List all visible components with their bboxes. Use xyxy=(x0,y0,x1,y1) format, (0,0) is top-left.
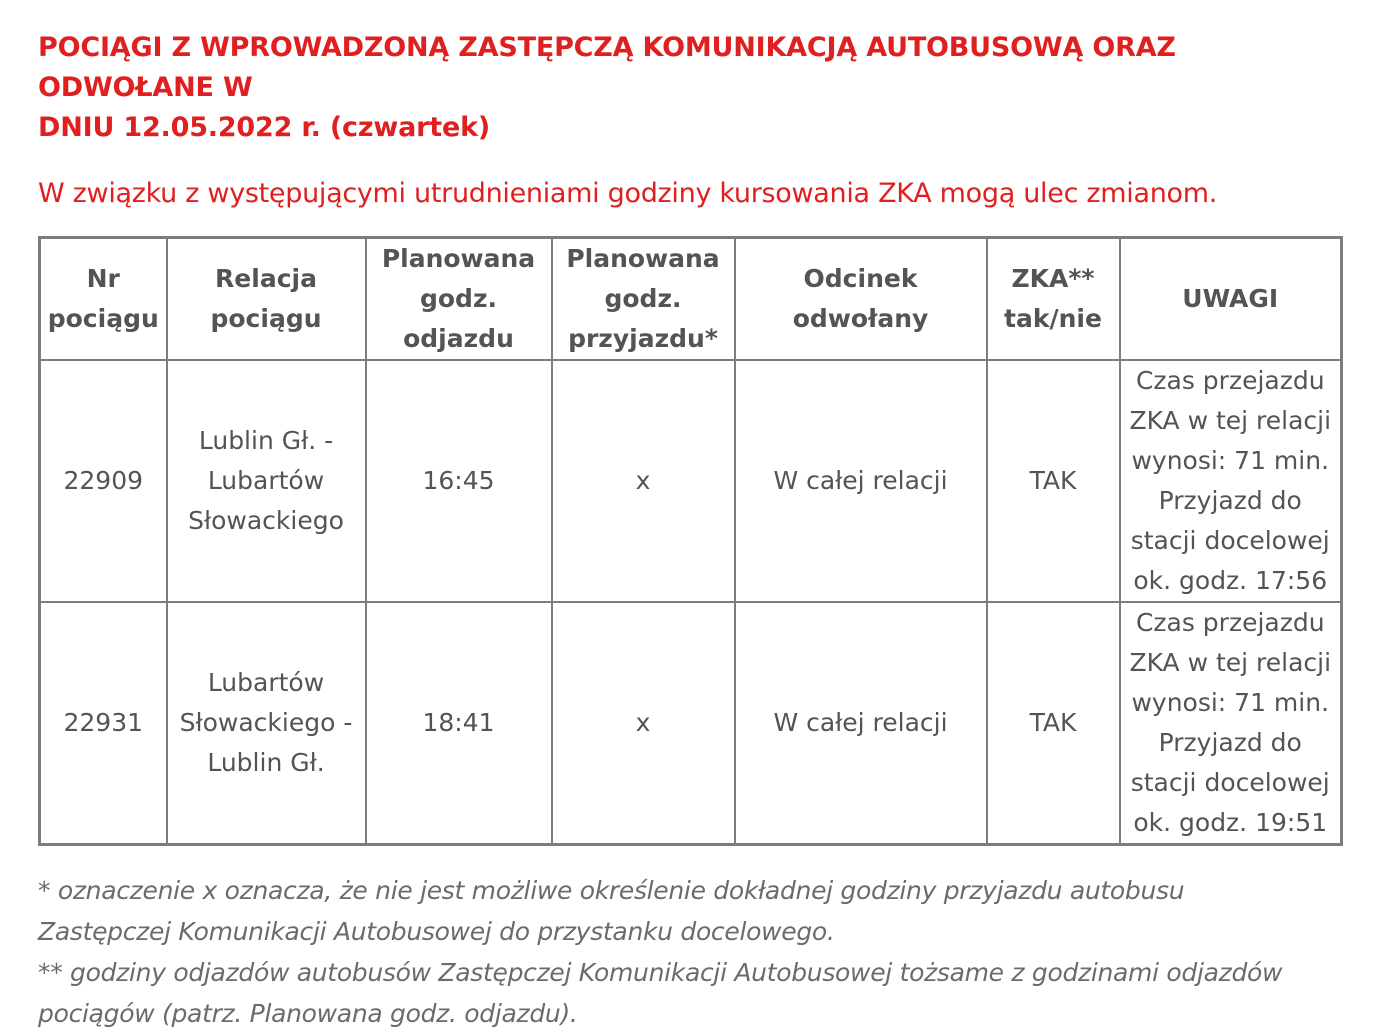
route-line: Lubartów xyxy=(207,668,325,697)
header-cancelled-section xyxy=(735,238,987,361)
header-train-route xyxy=(167,238,366,361)
route-line: Słowackiego - xyxy=(179,708,353,737)
remark-line: stacji docelowej xyxy=(1130,526,1330,555)
footnotes xyxy=(38,870,1343,1034)
table-header-row xyxy=(40,238,1342,361)
header-text: odjazdu xyxy=(403,324,514,353)
footnote-zka xyxy=(38,952,1343,1034)
footnote-line: ** godziny odjazdów autobusów Zastępczej Komunikacji Autobusowej tożsame z godzinami odjazdów xyxy=(38,958,1283,987)
remark-line: Czas przejazdu xyxy=(1135,608,1325,637)
cell-train-route xyxy=(167,602,366,845)
cell-zka: TAK xyxy=(987,360,1120,602)
remark-line: ok. godz. 17:56 xyxy=(1133,566,1328,595)
header-text: godz. xyxy=(419,284,497,313)
header-text: godz. xyxy=(604,284,682,313)
footnote-line: * oznaczenie x oznacza, że nie jest możliwe określenie dokładnej godziny przyjazdu autobusu xyxy=(38,876,1185,905)
footnote-line: Zastępczej Komunikacji Autobusowej do przystanku docelowego. xyxy=(38,917,835,946)
route-line: Lublin Gł. xyxy=(207,748,325,777)
cell-departure-time: 18:41 xyxy=(366,602,552,845)
header-text: Nr xyxy=(86,264,120,293)
remark-line: Przyjazd do xyxy=(1158,728,1302,757)
page-title-line-2: DNIU 12.05.2022 r. (czwartek) xyxy=(38,112,490,143)
header-text: ZKA** xyxy=(1011,264,1095,293)
remark-line: ZKA w tej relacji xyxy=(1129,648,1332,677)
page-title xyxy=(38,28,1343,148)
header-remarks xyxy=(1120,238,1342,361)
cell-arrival-time: x xyxy=(552,602,735,845)
header-text: UWAGI xyxy=(1182,284,1279,313)
header-arrival-time xyxy=(552,238,735,361)
cell-cancelled-section: W całej relacji xyxy=(735,602,987,845)
header-zka xyxy=(987,238,1120,361)
header-text: tak/nie xyxy=(1004,304,1102,333)
header-text: Odcinek xyxy=(803,264,918,293)
trains-table xyxy=(38,236,1343,846)
table-row xyxy=(40,602,1342,845)
cell-arrival-time: x xyxy=(552,360,735,602)
footnote-line: pociągów (patrz. Planowana godz. odjazdu). xyxy=(38,999,578,1028)
cell-departure-time: 16:45 xyxy=(366,360,552,602)
remark-line: ZKA w tej relacji xyxy=(1129,406,1332,435)
header-text: przyjazdu* xyxy=(568,324,718,353)
header-departure-time xyxy=(366,238,552,361)
route-line: Lublin Gł. - xyxy=(198,426,334,455)
header-text: Relacja xyxy=(215,264,317,293)
table-row xyxy=(40,360,1342,602)
disruption-notice: W związku z występującymi utrudnieniami godziny kursowania ZKA mogą ulec zmianom. xyxy=(38,178,1218,209)
cell-train-number: 22909 xyxy=(40,360,167,602)
header-text: pociągu xyxy=(210,304,322,333)
remark-line: wynosi: 71 min. xyxy=(1131,688,1330,717)
cell-remarks xyxy=(1120,602,1342,845)
cell-zka: TAK xyxy=(987,602,1120,845)
route-line: Słowackiego xyxy=(188,506,344,535)
route-line: Lubartów xyxy=(207,466,325,495)
remark-line: wynosi: 71 min. xyxy=(1131,446,1330,475)
article-content xyxy=(38,28,1343,1034)
remark-line: ok. godz. 19:51 xyxy=(1133,808,1328,837)
remark-line: Przyjazd do xyxy=(1158,486,1302,515)
page-title-line-1: POCIĄGI Z WPROWADZONĄ ZASTĘPCZĄ KOMUNIKACJĄ AUTOBUSOWĄ ORAZ ODWOŁANE W xyxy=(38,32,1176,103)
cell-cancelled-section: W całej relacji xyxy=(735,360,987,602)
footnote-arrival xyxy=(38,870,1343,952)
cell-train-number: 22931 xyxy=(40,602,167,845)
cell-remarks xyxy=(1120,360,1342,602)
header-train-number xyxy=(40,238,167,361)
remark-line: stacji docelowej xyxy=(1130,768,1330,797)
header-text: pociągu xyxy=(47,304,159,333)
header-text: Planowana xyxy=(381,244,536,273)
header-text: odwołany xyxy=(792,304,929,333)
remark-line: Czas przejazdu xyxy=(1135,366,1325,395)
header-text: Planowana xyxy=(566,244,720,273)
cell-train-route xyxy=(167,360,366,602)
